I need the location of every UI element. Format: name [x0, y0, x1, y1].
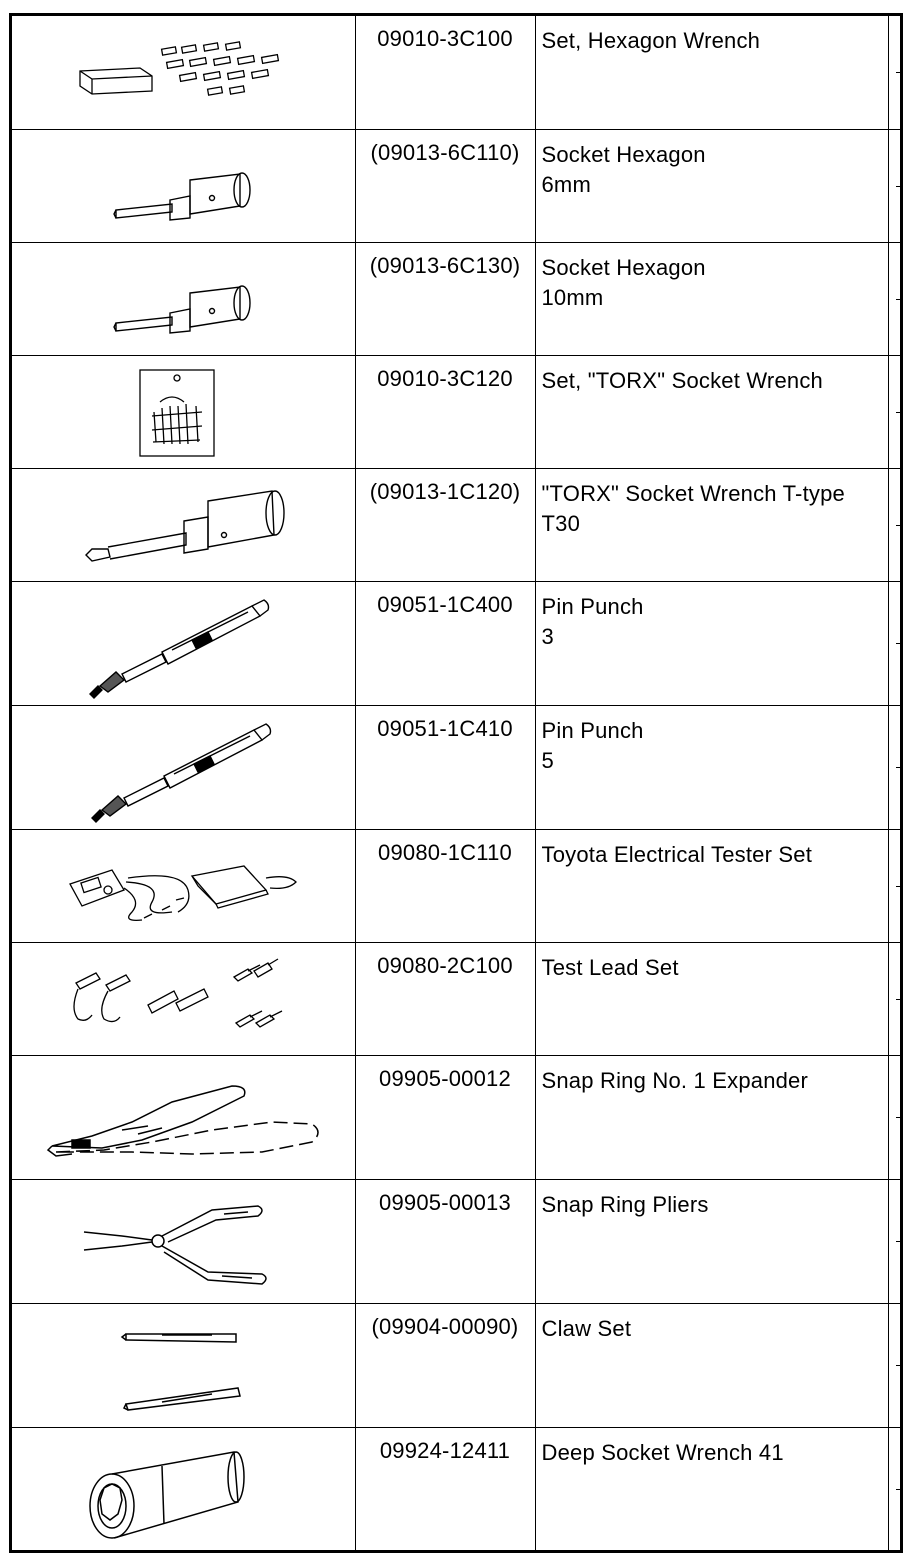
table-row: [12, 581, 900, 705]
tool-description: [535, 1427, 888, 1551]
tool-name: Socket Hexagon: [541, 254, 706, 280]
tool-description: [535, 468, 888, 581]
deep-socket-wrench-icon: [12, 1428, 355, 1548]
tool-name: Toyota Electrical Tester Set: [541, 841, 813, 867]
part-number: 09051-1C400: [355, 581, 535, 705]
tool-image: [12, 129, 355, 242]
tool-detail: 5: [541, 747, 554, 773]
tool-image: [12, 16, 355, 129]
notes-cell: [888, 468, 900, 581]
tool-image: [12, 1427, 355, 1551]
part-number: 09010-3C120: [355, 355, 535, 468]
part-number: (09013-6C110): [355, 129, 535, 242]
torx-socket-set-icon: [12, 356, 355, 466]
tool-description: [535, 942, 888, 1055]
tool-name: Pin Punch: [541, 717, 644, 743]
tool-image: [12, 242, 355, 355]
claw-set-icon: [12, 1304, 355, 1424]
table-row: [12, 705, 900, 829]
tool-name: "TORX" Socket Wrench T-type: [541, 480, 845, 506]
tool-image: [12, 1055, 355, 1179]
tool-name: Claw Set: [541, 1315, 632, 1341]
tool-name: Snap Ring No. 1 Expander: [541, 1067, 809, 1093]
tool-description: [535, 581, 888, 705]
part-number: 09080-2C100: [355, 942, 535, 1055]
pin-punch-icon: [12, 706, 355, 826]
tool-name: Socket Hexagon: [541, 141, 706, 167]
tool-detail: T30: [541, 510, 581, 536]
special-tools-table: [12, 16, 900, 1551]
part-number: 09905-00012: [355, 1055, 535, 1179]
tool-description: [535, 1303, 888, 1427]
test-lead-set-icon: [12, 943, 355, 1053]
tool-name: Deep Socket Wrench 41: [541, 1439, 784, 1465]
table-row: [12, 355, 900, 468]
table-row: [12, 1303, 900, 1427]
tool-name: Test Lead Set: [541, 954, 679, 980]
notes-cell: [888, 829, 900, 942]
part-number: 09905-00013: [355, 1179, 535, 1303]
part-number: 09010-3C100: [355, 16, 535, 129]
notes-cell: [888, 1427, 900, 1551]
table-row: [12, 16, 900, 129]
notes-cell: [888, 355, 900, 468]
tool-detail: 6mm: [541, 171, 591, 197]
notes-cell: [888, 129, 900, 242]
pin-punch-icon: [12, 582, 355, 702]
part-number: 09080-1C110: [355, 829, 535, 942]
tool-detail: 10mm: [541, 284, 604, 310]
tool-image: [12, 829, 355, 942]
part-number: (09904-00090): [355, 1303, 535, 1427]
notes-cell: [888, 1055, 900, 1179]
table-row: [12, 468, 900, 581]
part-number: 09051-1C410: [355, 705, 535, 829]
hexagon-wrench-set-icon: [12, 16, 355, 126]
socket-hexagon-icon: [12, 130, 355, 240]
notes-cell: [888, 705, 900, 829]
tool-description: [535, 1179, 888, 1303]
part-number: (09013-6C130): [355, 242, 535, 355]
tool-image: [12, 355, 355, 468]
tool-image: [12, 581, 355, 705]
tool-description: [535, 16, 888, 129]
part-number: (09013-1C120): [355, 468, 535, 581]
table-row: [12, 242, 900, 355]
tool-image: [12, 468, 355, 581]
tool-description: [535, 705, 888, 829]
tool-image: [12, 1303, 355, 1427]
tool-image: [12, 705, 355, 829]
tool-description: [535, 829, 888, 942]
tool-name: Set, "TORX" Socket Wrench: [541, 367, 823, 393]
tool-detail: 3: [541, 623, 554, 649]
part-number: 09924-12411: [355, 1427, 535, 1551]
table-row: [12, 1427, 900, 1551]
snap-ring-pliers-icon: [12, 1180, 355, 1300]
notes-cell: [888, 942, 900, 1055]
tool-image: [12, 1179, 355, 1303]
table-row: [12, 1179, 900, 1303]
tool-description: [535, 242, 888, 355]
snap-ring-expander-icon: [12, 1056, 355, 1176]
tool-description: [535, 129, 888, 242]
tool-description: [535, 1055, 888, 1179]
socket-hexagon-icon: [12, 243, 355, 353]
table-row: [12, 942, 900, 1055]
notes-cell: [888, 242, 900, 355]
tool-name: Pin Punch: [541, 593, 644, 619]
tool-image: [12, 942, 355, 1055]
notes-cell: [888, 1303, 900, 1427]
notes-cell: [888, 581, 900, 705]
electrical-tester-icon: [12, 830, 355, 940]
tool-name: Set, Hexagon Wrench: [541, 28, 761, 53]
table-row: [12, 829, 900, 942]
notes-cell: [888, 16, 900, 129]
tool-description: [535, 355, 888, 468]
table-row: [12, 1055, 900, 1179]
notes-cell: [888, 1179, 900, 1303]
table-row: [12, 129, 900, 242]
tool-name: Snap Ring Pliers: [541, 1191, 709, 1217]
torx-socket-icon: [12, 469, 355, 579]
